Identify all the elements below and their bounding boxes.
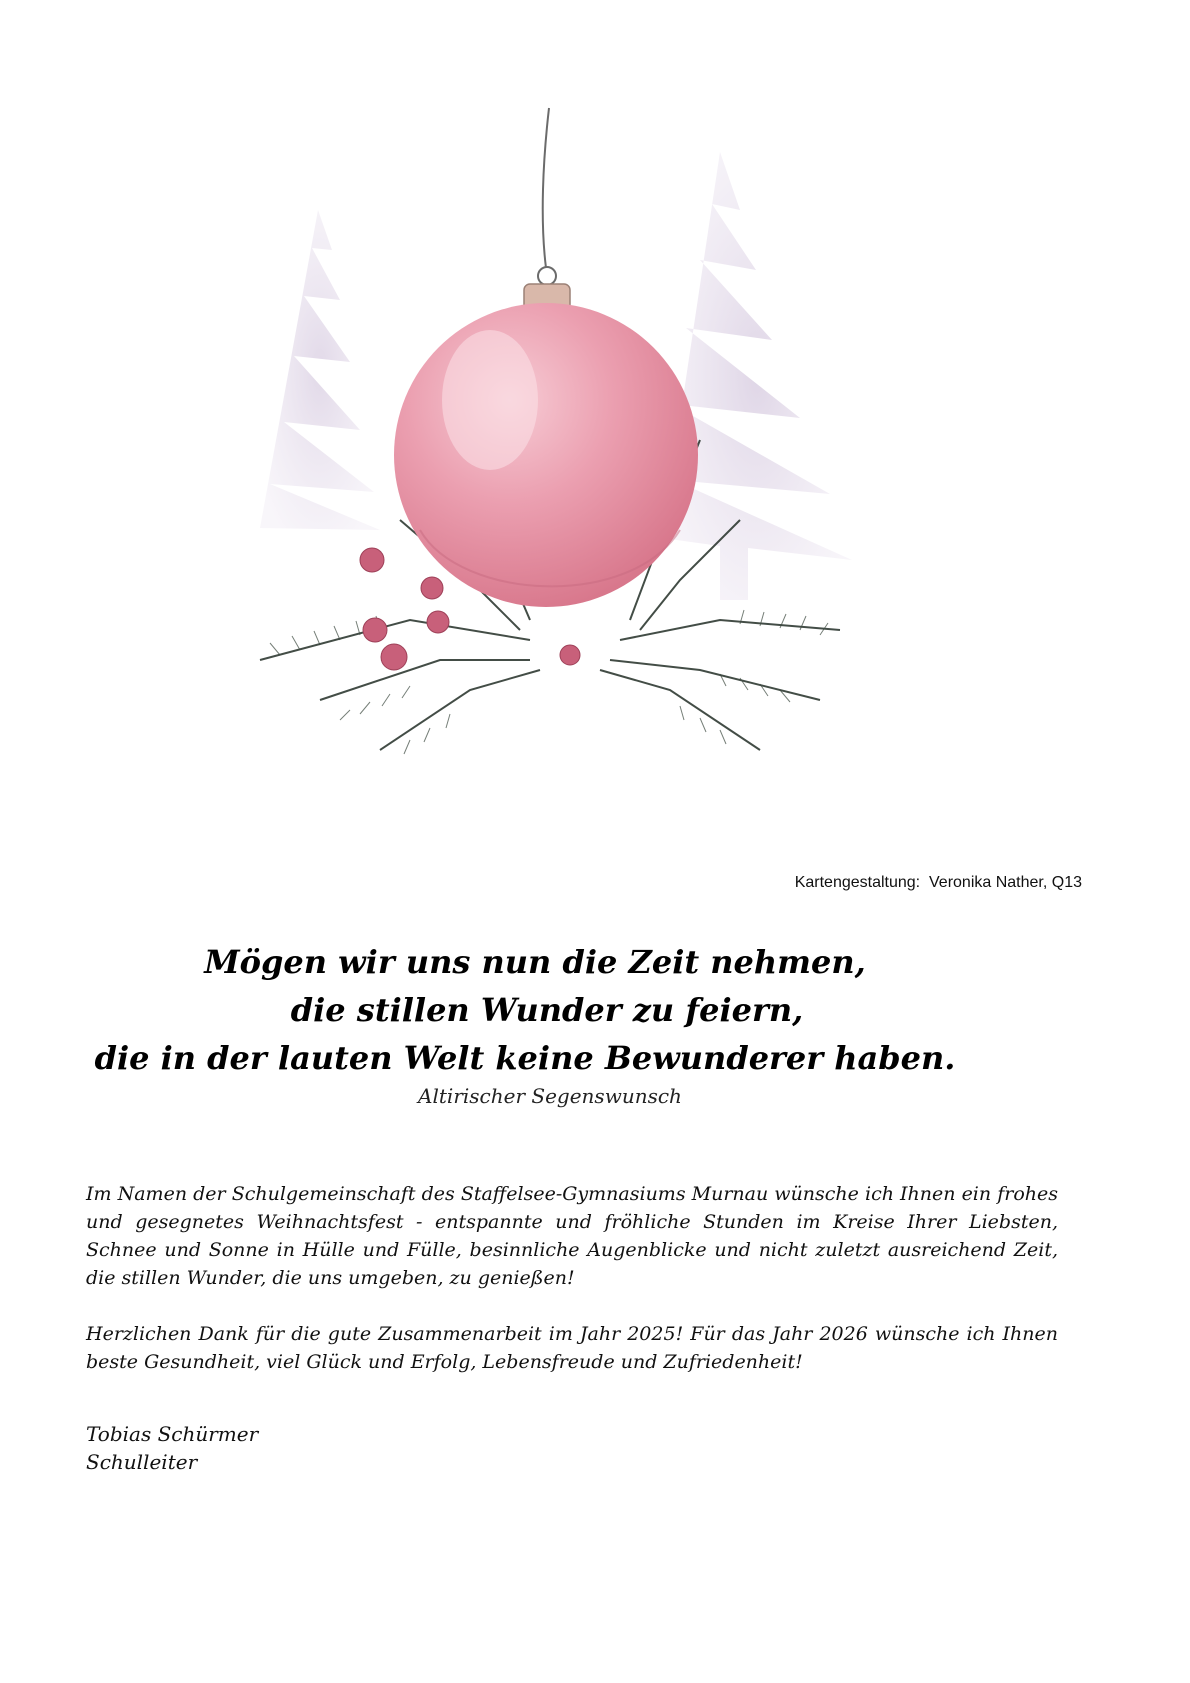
quote-source: Altirischer Segenswunsch — [418, 1084, 682, 1108]
left-tree — [260, 210, 380, 530]
thanks-paragraph: Herzlichen Dank für die gute Zusammenarbeit im Jahr 2025! Für das Jahr 2026 wünsche ich Ihnen beste Gesundheit, viel Glück und Erfolg, Lebensfreude und Zufriedenheit! — [86, 1323, 1058, 1373]
ornament-hanger — [524, 108, 570, 320]
quote-line: Mögen wir uns nun die Zeit nehmen, — [204, 943, 866, 981]
quote-line: die stillen Wunder zu feiern, — [290, 991, 804, 1029]
greeting-paragraph: Im Namen der Schulgemeinschaft des Staffelsee-Gymnasiums Murnau wünsche ich Ihnen ein frohes und gesegnetes Weihnachtsfest - entspannte und fröhliche Stunden im Kreise Ihrer Liebsten, Schnee und Sonne in Hülle und Fülle, besinnliche Augenblicke und nicht zuletzt ausreichend Zeit, die stillen Wunder, die uns umgeben, zu genießen! — [86, 1183, 1058, 1289]
blessing-quote — [40, 938, 1070, 1082]
ornament-ball — [394, 303, 698, 607]
card-credit: Kartengestaltung: Veronika Nather, Q13 — [794, 874, 1082, 891]
signature — [86, 1420, 258, 1476]
quote-line: die in der lauten Welt keine Bewunderer haben. — [94, 1039, 956, 1077]
christmas-ornament-illustration — [200, 100, 960, 830]
signature-name: Tobias Schürmer — [86, 1422, 259, 1446]
signature-title: Schulleiter — [86, 1450, 198, 1474]
right-tree — [662, 152, 852, 600]
